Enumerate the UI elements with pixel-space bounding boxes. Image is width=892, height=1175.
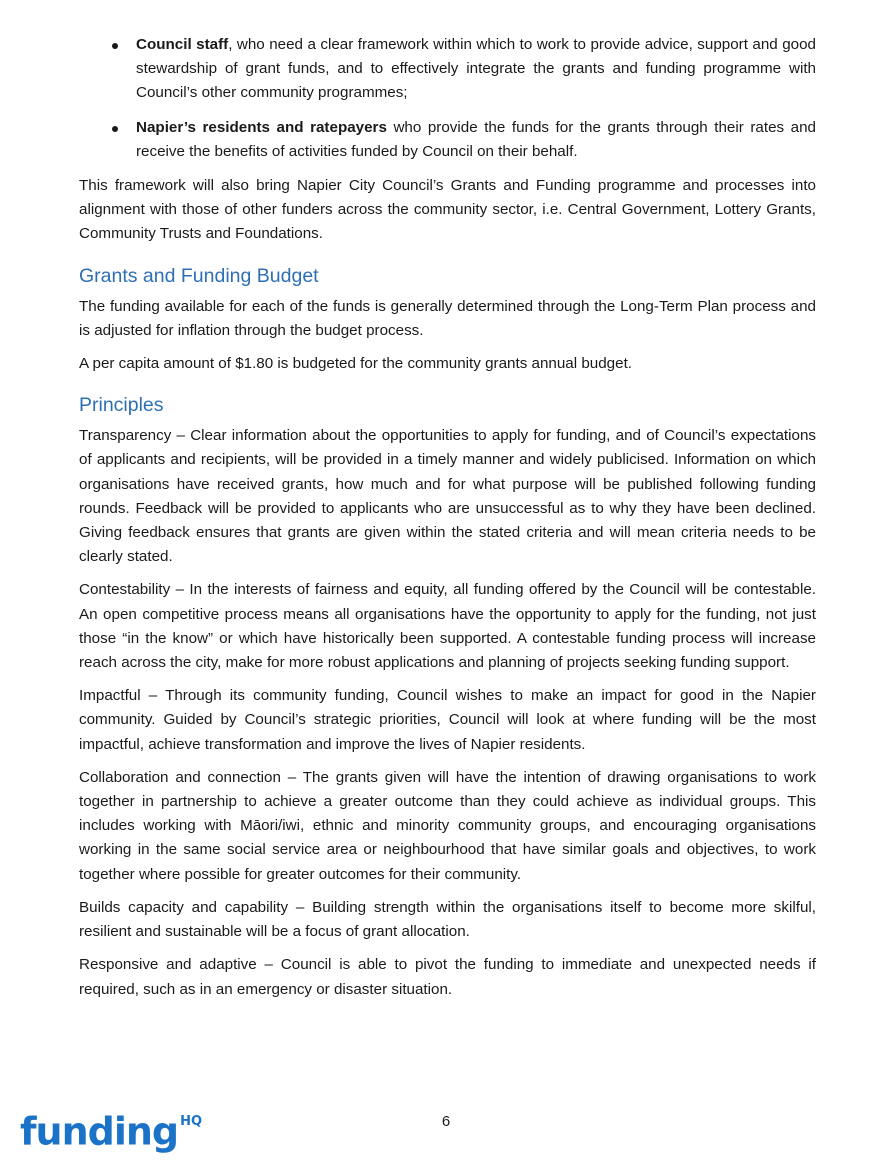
logo-superscript: HQ — [180, 1114, 203, 1129]
bullet-bold-label: Napier’s residents and ratepayers — [136, 118, 387, 136]
intro-paragraph: This framework will also bring Napier City Council’s Grants and Funding programme and processes into alignment with those of other funders across the community sector, i.e. Central Government, Lottery Grants, Community Trusts and Foundations. — [79, 177, 816, 243]
principle-capacity: Builds capacity and capability – Building strength within the organisations itself to become more skilful, resilient and sustainable will be a focus of grant allocation. — [79, 898, 816, 941]
principle-responsive: Responsive and adaptive – Council is able to pivot the funding to immediate and unexpected needs if required, such as in an emergency or disaster situation. — [79, 956, 816, 998]
logo-text: funding — [20, 1109, 179, 1154]
budget-paragraph: The funding available for each of the funds is generally determined through the Long-Term Plan process and is adjusted for inflation through the budget process. — [79, 297, 816, 339]
bullet-item — [79, 116, 816, 164]
fundinghq-logo — [20, 1106, 202, 1154]
page-number: 6 — [441, 1113, 451, 1130]
principle-contestability: Contestability – In the interests of fairness and equity, all funding offered by the Council will be contestable. An open competitive process means all organisations have the opportunity to apply for the funding, not just those “in the know” or which have historically been supported. A contestable funding process will increase reach across the city, make for more robust applications and planning of projects seeking funding support. — [79, 581, 816, 672]
budget-paragraph: A per capita amount of $1.80 is budgeted for the community grants annual budget. — [79, 355, 633, 373]
principle-transparency: Transparency – Clear information about the opportunities to apply for funding, and of Council’s expectations of applicants and recipients, will be provided in a timely manner and widely publicised. Information on which organisations have received grants, how much and for what purpose will be published following funding rounds. Feedback will be provided to applicants who are unsuccessful as to why they have been declined. Giving feedback ensures that grants are given within the stated criteria and will mean criteria needs to be clearly stated. — [79, 427, 816, 566]
bullet-dot-icon — [112, 43, 118, 49]
principle-impactful: Impactful – Through its community funding, Council wishes to make an impact for good in the Napier community. Guided by Council’s strategic priorities, Council will look at where funding will be the most impactful, achieve transformation and improve the lives of Napier residents. — [79, 687, 816, 753]
bullet-dot-icon — [112, 126, 118, 132]
budget-heading: Grants and Funding Budget — [79, 264, 319, 287]
principle-collaboration: Collaboration and connection – The grants given will have the intention of drawing organisations to work together in partnership to achieve a greater outcome than they could achieve as individual groups. This includes working with Māori/iwi, ethnic and minority community groups, and encouraging organisations working in the same social service area or neighbourhood that have similar goals and objectives, to work together where possible for greater outcomes for their community. — [79, 768, 816, 883]
bullet-text: , who need a clear framework within which to work to provide advice, support and good stewardship of grant funds, and to effectively integrate the grants and funding programme with Council’s other community programmes; — [136, 36, 816, 102]
stakeholder-bullet-list — [79, 33, 816, 164]
bullet-item — [79, 33, 816, 106]
principles-heading: Principles — [79, 394, 164, 417]
bullet-bold-label: Council staff — [136, 36, 229, 53]
document-page — [79, 33, 816, 1011]
bullet-text: who provide the funds for the grants through their rates and receive the benefits of activities funded by Council on their behalf. — [136, 118, 816, 160]
